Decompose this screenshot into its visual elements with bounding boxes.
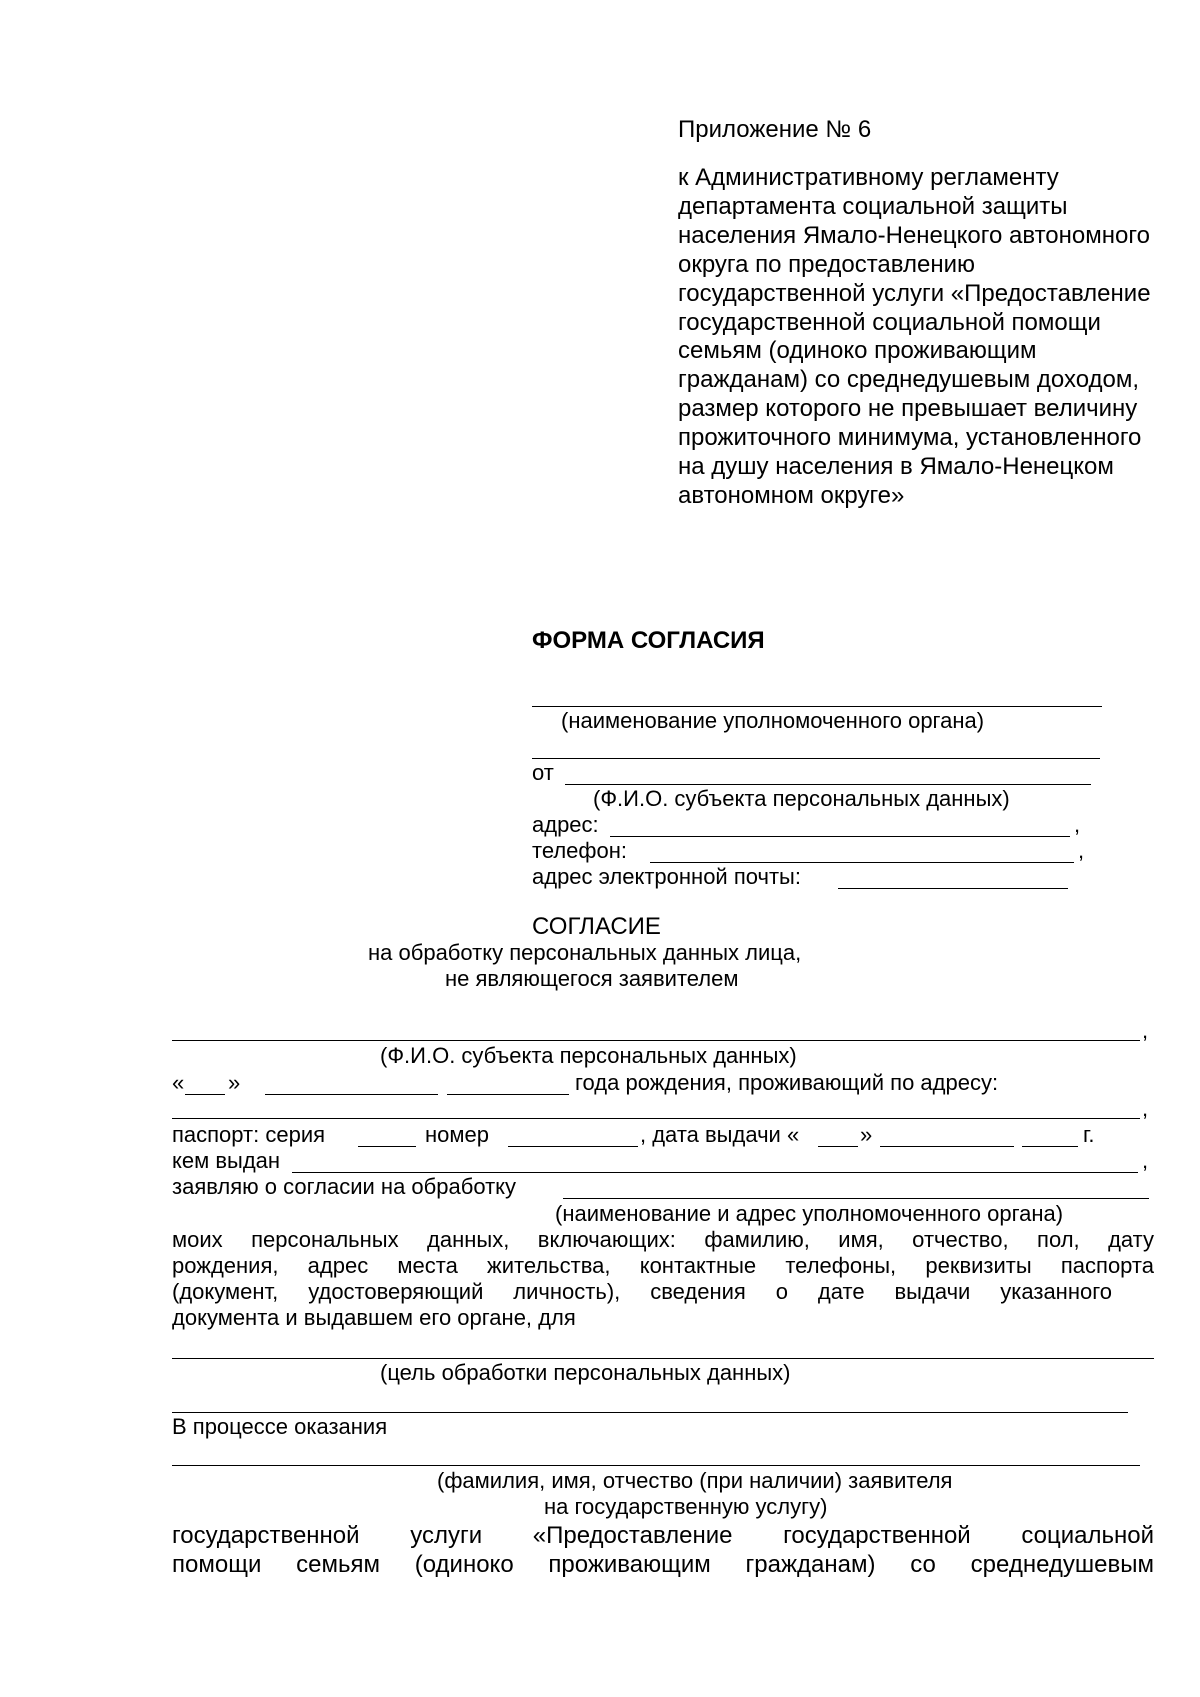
annex-text: к Административному регламенту департамента социальной защиты населения Ямало-Ненецкого автономного округа по предоставлению государственной услуги «Предоставление государственной социальной помощи семьям (одиноко проживающим гражданам) со среднедушевым доходом, размер которого не превышает величину прожиточного минимума, установленного на душу населения в Ямало-Ненецком автономном округе» — [678, 164, 1151, 509]
passport-number-label: номер — [425, 1122, 489, 1147]
birth-text: года рождения, проживающий по адресу: — [575, 1070, 999, 1095]
birth-quote-close: » — [228, 1070, 241, 1095]
birth-day-blank[interactable] — [185, 1094, 225, 1095]
passport-series-label: паспорт: серия — [172, 1122, 326, 1147]
personal-data-line-3: (документ, удостоверяющий личность), сведения о дате выдачи указанного — [172, 1279, 1112, 1304]
issued-by-comma: , — [1142, 1148, 1149, 1173]
email-blank-line[interactable] — [838, 888, 1068, 889]
from-label: от — [532, 760, 554, 785]
issue-month-blank[interactable] — [880, 1146, 1014, 1147]
subject-name-comma: , — [1142, 1018, 1149, 1043]
authority-blank-line-2[interactable] — [532, 758, 1100, 759]
service-line-2: помощи семьям (одиноко проживающим гражданам) со среднедушевым — [172, 1551, 1154, 1578]
purpose-caption: (цель обработки персональных данных) — [380, 1360, 791, 1385]
body-subject-caption: (Ф.И.О. субъекта персональных данных) — [380, 1043, 797, 1068]
passport-number-blank[interactable] — [508, 1146, 638, 1147]
issued-by-blank[interactable] — [292, 1172, 1138, 1173]
subject-name-blank-line[interactable] — [172, 1040, 1140, 1041]
address-comma: , — [1074, 812, 1081, 837]
issued-by-label: кем выдан — [172, 1148, 281, 1173]
applicant-blank-line[interactable] — [172, 1465, 1140, 1466]
passport-series-blank[interactable] — [358, 1146, 416, 1147]
authority-caption: (наименование уполномоченного органа) — [561, 708, 985, 733]
service-line-1: государственной услуги «Предоставление государственной социальной — [172, 1522, 1154, 1549]
email-label: адрес электронной почты: — [532, 864, 801, 889]
annex-block — [678, 115, 1158, 511]
authority-blank-line[interactable] — [532, 706, 1102, 707]
issue-year-blank[interactable] — [1022, 1146, 1078, 1147]
consent-title: СОГЛАСИЕ — [532, 913, 661, 940]
purpose-blank-line-2[interactable] — [172, 1412, 1128, 1413]
processing-authority-blank[interactable] — [563, 1198, 1149, 1199]
address-blank-line[interactable] — [610, 836, 1070, 837]
applicant-caption-2: на государственную услугу) — [544, 1494, 828, 1519]
residence-blank-line[interactable] — [172, 1118, 1140, 1119]
purpose-blank-line[interactable] — [172, 1358, 1154, 1359]
applicant-caption-1: (фамилия, имя, отчество (при наличии) заявителя — [437, 1468, 953, 1493]
personal-data-line-2: рождения, адрес места жительства, контактные телефоны, реквизиты паспорта — [172, 1253, 1154, 1278]
issue-date-label: , дата выдачи « — [640, 1122, 800, 1147]
address-label: адрес: — [532, 812, 599, 837]
from-blank-line[interactable] — [565, 784, 1091, 785]
residence-comma: , — [1142, 1096, 1149, 1121]
subject-caption: (Ф.И.О. субъекта персональных данных) — [593, 786, 1010, 811]
issue-day-blank[interactable] — [818, 1146, 858, 1147]
issue-quote-close: » — [860, 1122, 873, 1147]
birth-month-blank[interactable] — [265, 1094, 438, 1095]
consent-processing-label: заявляю о согласии на обработку — [172, 1174, 517, 1199]
phone-blank-line[interactable] — [650, 862, 1074, 863]
annex-number: Приложение № 6 — [678, 116, 872, 143]
issue-year-suffix: г. — [1083, 1122, 1095, 1147]
consent-subtitle: на обработку персональных данных лица, — [368, 940, 802, 965]
in-process-label: В процессе оказания — [172, 1414, 388, 1439]
birth-quote-open: « — [172, 1070, 185, 1095]
phone-label: телефон: — [532, 838, 628, 863]
personal-data-line-4: документа и выдавшем его органе, для — [172, 1305, 576, 1330]
birth-year-blank[interactable] — [447, 1094, 569, 1095]
processing-authority-caption: (наименование и адрес уполномоченного органа) — [555, 1201, 1064, 1226]
personal-data-line-1: моих персональных данных, включающих: фамилию, имя, отчество, пол, дату — [172, 1227, 1154, 1252]
form-title: ФОРМА СОГЛАСИЯ — [532, 627, 765, 654]
phone-comma: , — [1078, 838, 1085, 863]
consent-subtitle-2: не являющегося заявителем — [445, 966, 739, 991]
